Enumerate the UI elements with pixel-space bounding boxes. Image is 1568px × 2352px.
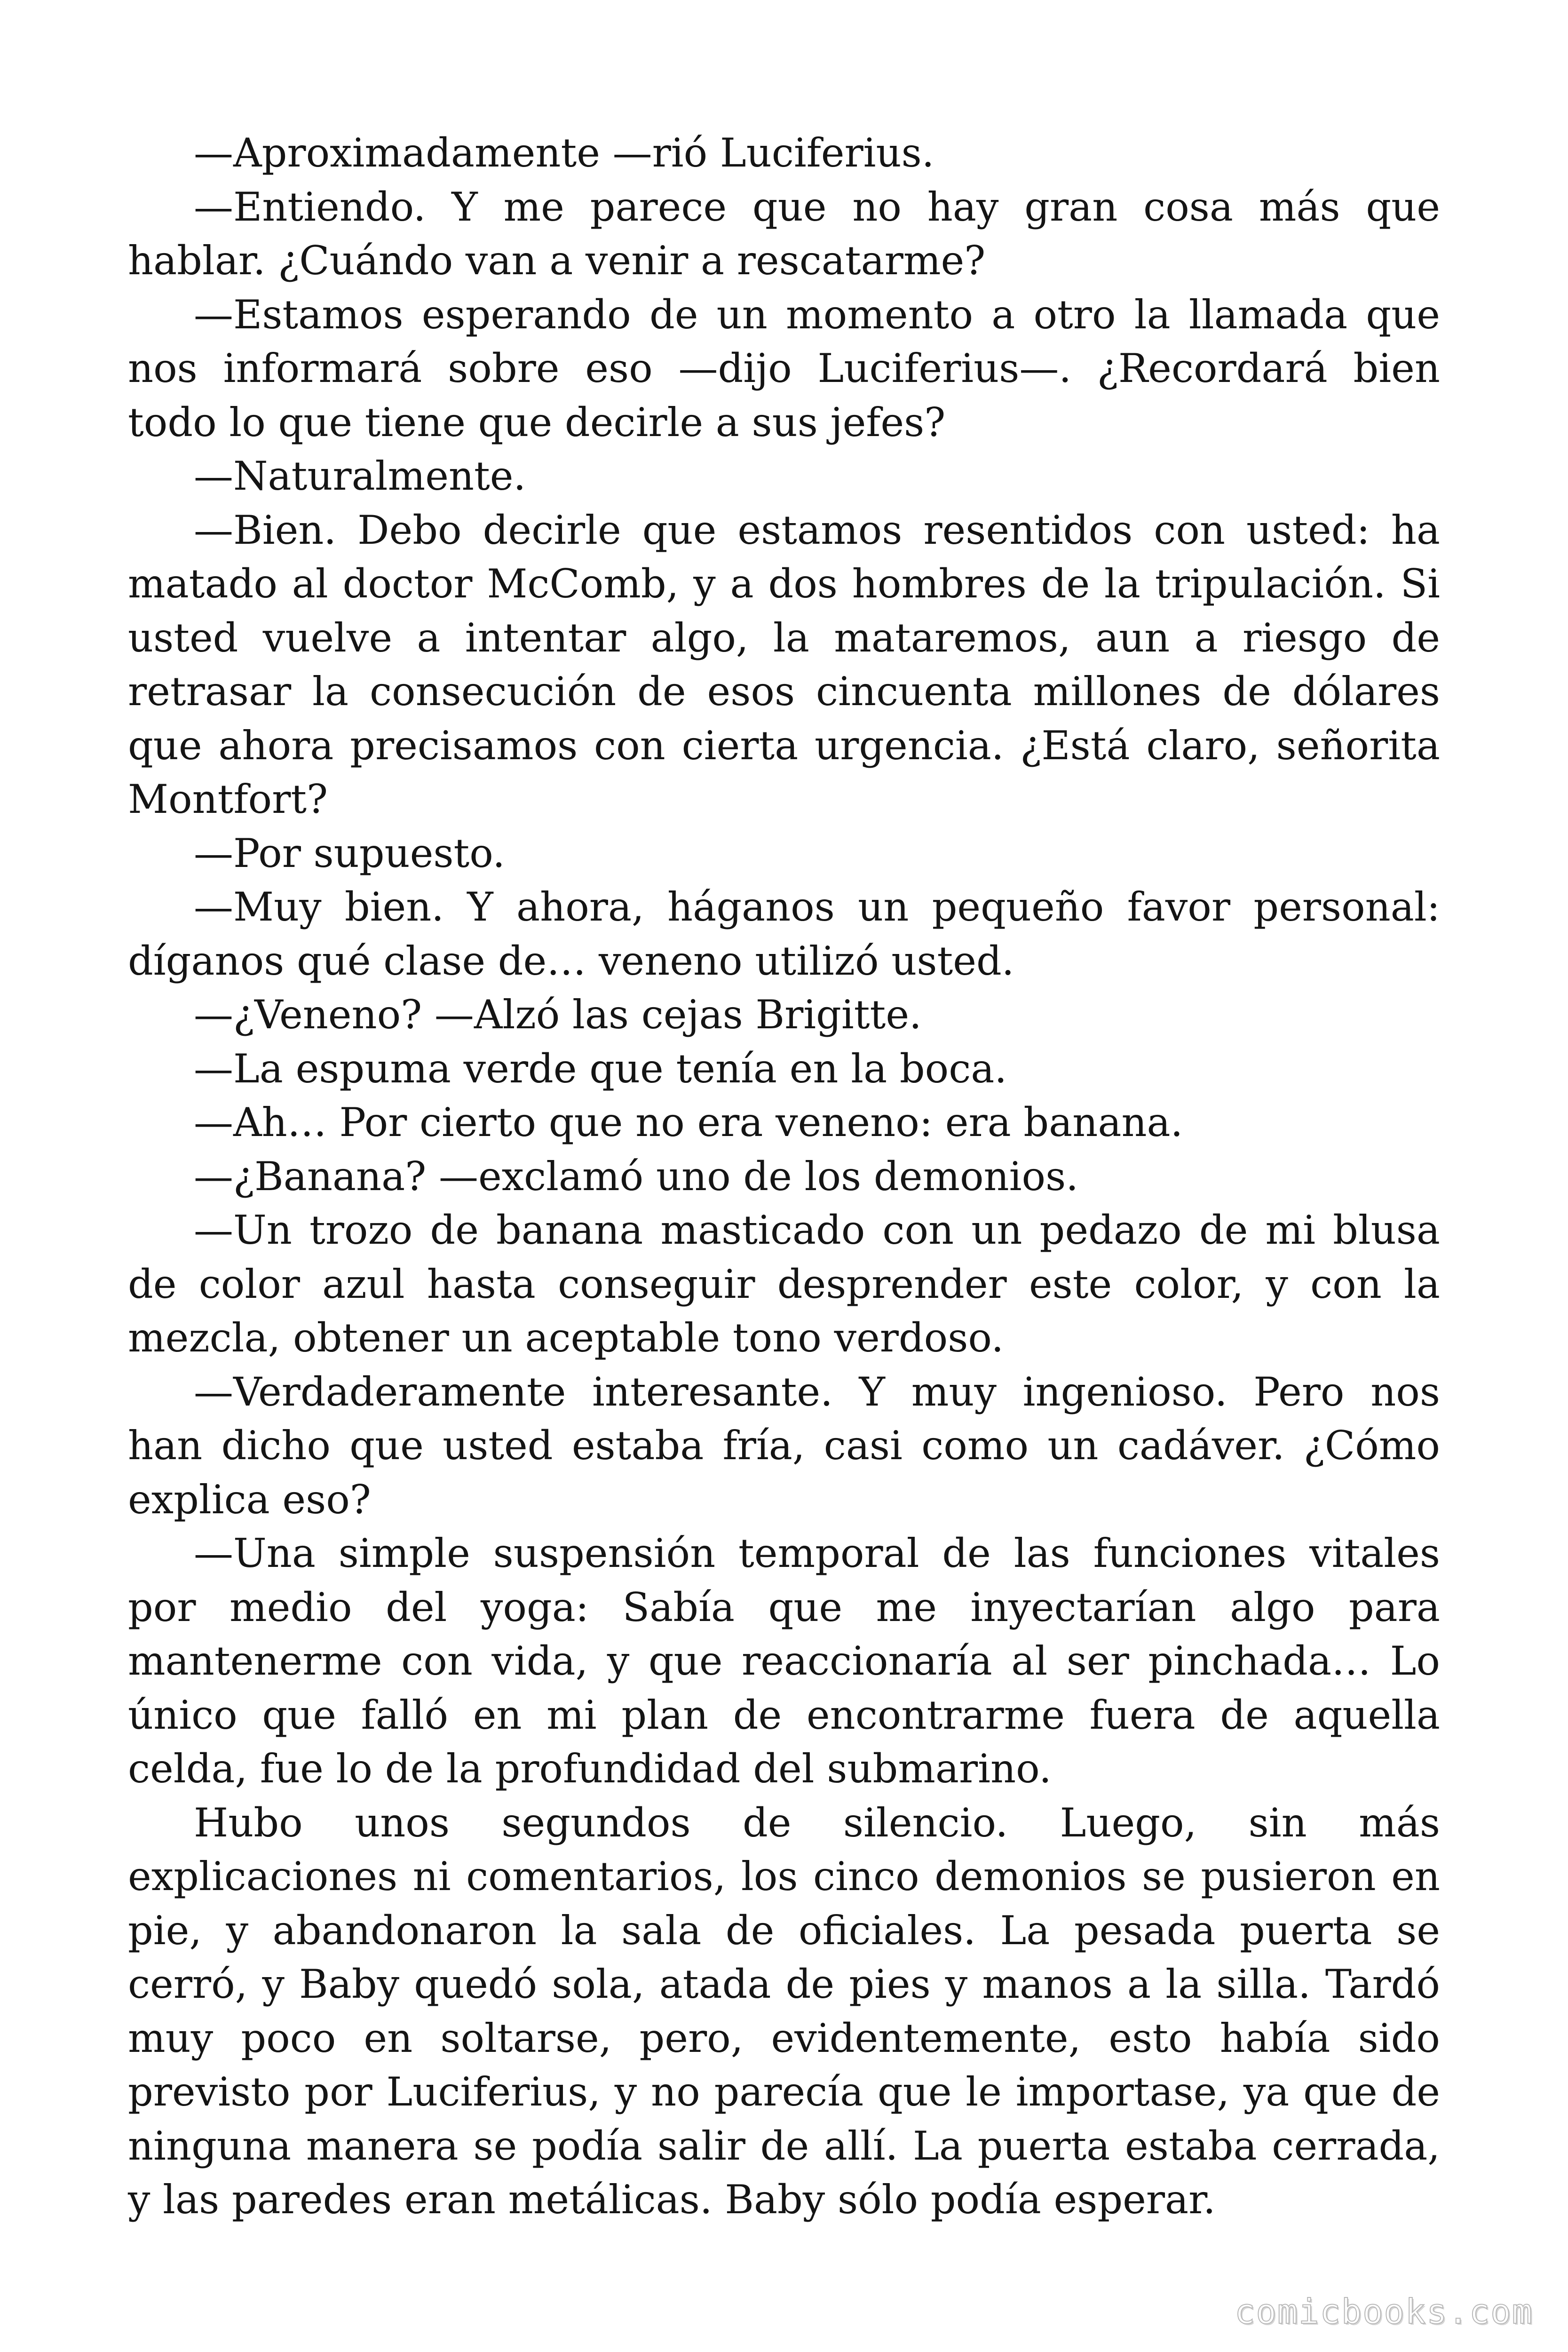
paragraph-7: —Muy bien. Y ahora, háganos un pequeño favor personal: díganos qué clase de… veneno utilizó usted. [128, 884, 1440, 984]
paragraph-14: —Una simple suspensión temporal de las funciones vitales por medio del yoga: Sabía que me inyectarían algo para mantenerme con vida, y que reaccionaría al ser pinchada… Lo único que falló en mi plan de encontrarme fuera de aquella celda, fue lo de la profundidad del submarino. [128, 1530, 1440, 1792]
paragraph-15: Hubo unos segundos de silencio. Luego, sin más explicaciones ni comentarios, los cinco demonios se pusieron en pie, y abandonaron la sala de oficiales. La pesada puerta se cerró, y Baby quedó sola, atada de pies y manos a la silla. Tardó muy poco en soltarse, pero, evidentemente, esto había sido previsto por Luciferius, y no parecía que le importase, ya que de ninguna manera se podía salir de allí. La puerta estaba cerrada, y las paredes eran metálicas. Baby sólo podía esperar. [128, 1799, 1440, 2223]
paragraph-1: —Aproximadamente —rió Luciferius. [194, 130, 934, 176]
body-text [128, 126, 1440, 2227]
paragraph-9: —La espuma verde que tenía en la boca. [194, 1045, 1007, 1092]
paragraph-11: —¿Banana? —exclamó uno de los demonios. [194, 1153, 1078, 1200]
paragraph-13: —Verdaderamente interesante. Y muy ingenioso. Pero nos han dicho que usted estaba fría, casi como un cadáver. ¿Cómo explica eso? [128, 1368, 1440, 1523]
paragraph-10: —Ah… Por cierto que no era veneno: era banana. [194, 1099, 1183, 1145]
paragraph-4: —Naturalmente. [194, 453, 526, 499]
paragraph-6: —Por supuesto. [194, 830, 505, 876]
paragraph-8: —¿Veneno? —Alzó las cejas Brigitte. [194, 992, 922, 1038]
paragraph-12: —Un trozo de banana masticado con un pedazo de mi blusa de color azul hasta conseguir desprender este color, y con la mezcla, obtener un aceptable tono verdoso. [128, 1207, 1440, 1361]
paragraph-5: —Bien. Debo decirle que estamos resentidos con usted: ha matado al doctor McComb, y a dos hombres de la tripulación. Si usted vuelve a intentar algo, la mataremos, aun a riesgo de retrasar la consecución de esos cincuenta millones de dólares que ahora precisamos con cierta urgencia. ¿Está claro, señorita Montfort? [128, 507, 1440, 822]
paragraph-3: —Estamos esperando de un momento a otro la llamada que nos informará sobre eso —dijo Luciferius—. ¿Recordará bien todo lo que tiene que decirle a sus jefes? [128, 291, 1440, 445]
watermark-text: comicbooks.com [1235, 2292, 1533, 2331]
paragraph-2: —Entiendo. Y me parece que no hay gran cosa más que hablar. ¿Cuándo van a venir a rescatarme? [128, 183, 1440, 284]
